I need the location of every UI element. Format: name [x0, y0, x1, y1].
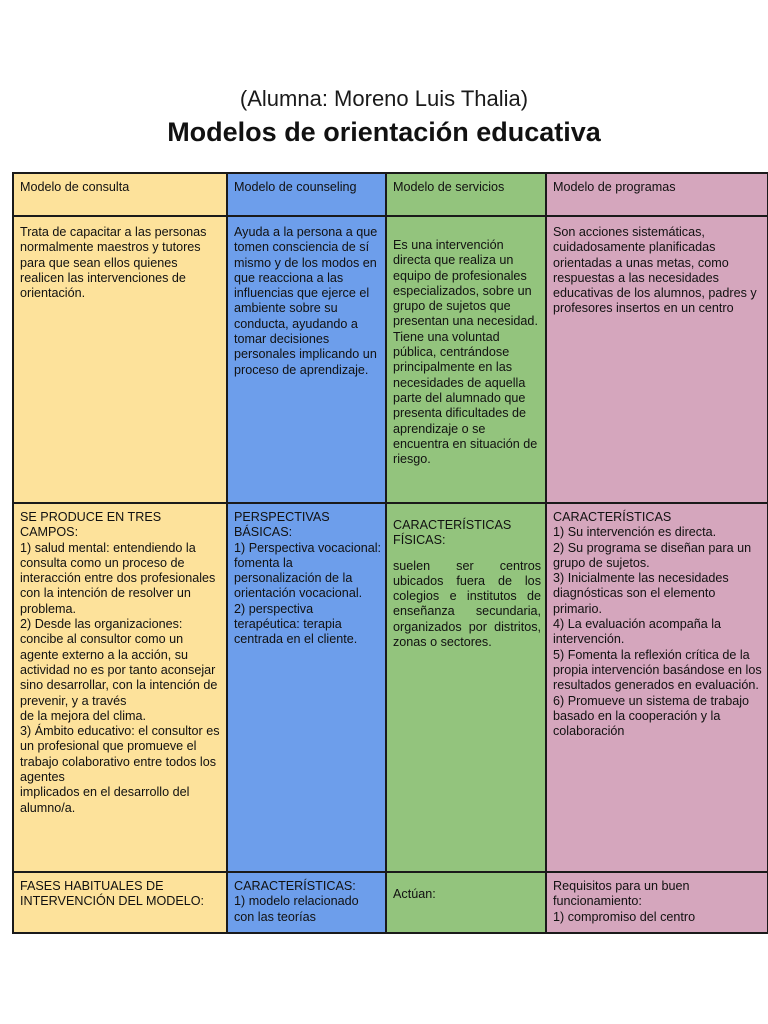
cell-counseling-perspectivas: PERSPECTIVAS BÁSICAS: 1) Perspectiva vocacional: fomenta la personalización de la orientación vocacional. 2) perspectiva terapéutica: terapia centrada en el cliente. [227, 503, 386, 872]
cell-programas-definition: Son acciones sistemáticas, cuidadosamente planificadas orientadas a unas metas, como respuestas a las necesidades educativas de los alumnos, padres y profesores insertos en un centro [546, 216, 768, 503]
servicios-body: suelen ser centros ubicados fuera de los colegios e institutos de enseñanza secundaria, organizados por distritos, zonas o sectores. [393, 558, 541, 650]
header-modelo-programas: Modelo de programas [546, 173, 768, 216]
table-row-phases [13, 872, 768, 933]
cell-counseling-definition: Ayuda a la persona a que tomen consciencia de sí mismo y de los modos en que reacciona a las influencias que ejerce el ambiente sobre su conducta, ayudando a tomar decisiones personales implicando un proceso de aprendizaje. [227, 216, 386, 503]
cell-programas-requisitos: Requisitos para un buen funcionamiento: 1) compromiso del centro [546, 872, 768, 933]
page-title: Modelos de orientación educativa [167, 117, 601, 147]
header-modelo-servicios: Modelo de servicios [386, 173, 546, 216]
cell-consulta-campos: SE PRODUCE EN TRES CAMPOS: 1) salud mental: entendiendo la consulta como un proceso de interacción entre dos profesionales con la intención de resolver un problema. 2) Desde las organizaciones: concibe al consultor como un agente externo a la acción, su actividad no es por tanto aconsejar sino desarrollar, con la intención de prevenir, y a través de la mejora del clima. 3) Ámbito educativo: el consultor es un profesional que promueve el trabajo colaborativo entre todos los agentes implicados en el desarrollo del alumno/a. [13, 503, 227, 872]
table-header-row [13, 173, 768, 216]
servicios-heading: CARACTERÍSTICAS FÍSICAS: [393, 518, 512, 548]
header-modelo-consulta: Modelo de consulta [13, 173, 227, 216]
header-modelo-counseling: Modelo de counseling [227, 173, 386, 216]
models-table [12, 172, 768, 934]
cell-counseling-caracteristicas: CARACTERÍSTICAS: 1) modelo relacionado con las teorías [227, 872, 386, 933]
cell-servicios-actuan: Actúan: [386, 872, 546, 933]
table-row-definition [13, 216, 768, 503]
cell-consulta-fases: FASES HABITUALES DE INTERVENCIÓN DEL MODELO: [13, 872, 227, 933]
cell-servicios-caracteristicas [386, 503, 546, 872]
cell-servicios-definition: Es una intervención directa que realiza un equipo de profesionales especializados, sobre un grupo de sujetos que presentan una necesidad. Tiene una voluntad pública, centrándose principalmente en las necesidades de aquella parte del alumnado que presenta dificultades de aprendizaje o se encuentra en situación de riesgo. [386, 216, 546, 503]
cell-consulta-definition: Trata de capacitar a las personas normalmente maestros y tutores para que sean ellos quienes realicen las intervenciones de orientación. [13, 216, 227, 503]
student-name: (Alumna: Moreno Luis Thalia) [239, 86, 529, 111]
cell-programas-caracteristicas: CARACTERÍSTICAS 1) Su intervención es directa. 2) Su programa se diseñan para un grupo de sujetos. 3) Inicialmente las necesidades diagnósticas son el elemento primario. 4) La evaluación acompaña la intervención. 5) Fomenta la reflexión crítica de la propia intervención basándose en los resultados generados en evaluación. 6) Promueve un sistema de trabajo basado en la cooperación y la colaboración [546, 503, 768, 872]
table-row-details [13, 503, 768, 872]
